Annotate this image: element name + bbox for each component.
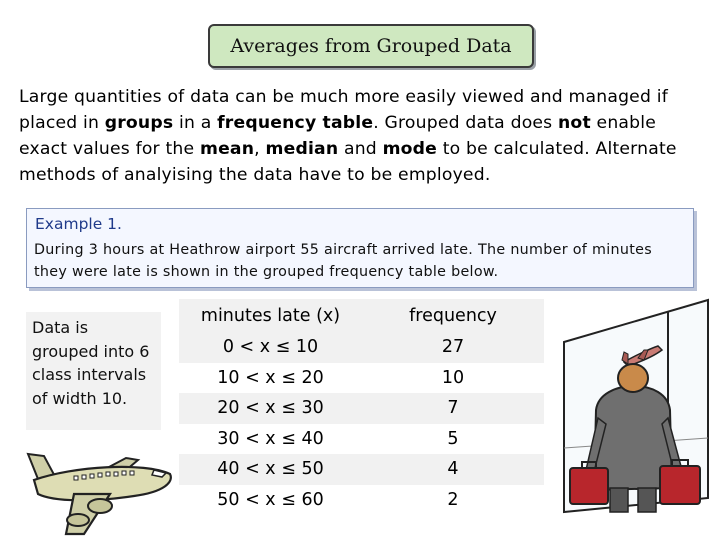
table-row: [179, 454, 544, 485]
frequency-cell: 7: [362, 393, 544, 424]
traveller-icon: [558, 298, 716, 520]
table-row: [179, 363, 544, 394]
frequency-cell: 5: [447, 428, 459, 449]
frequency-cell: 10: [441, 367, 465, 388]
interval-cell: 20 < x ≤ 30: [179, 393, 362, 424]
table-row: [179, 485, 544, 516]
example-text: During 3 hours at Heathrow airport 55 aircraft arrived late. The number of minutes they were late is shown in the grouped frequency table below.: [34, 242, 652, 280]
frequency-cell: 4: [362, 454, 544, 485]
interval-cell: 50 < x ≤ 60: [217, 489, 324, 510]
frequency-cell: 27: [362, 332, 544, 363]
frequency-cell: 2: [447, 489, 459, 510]
interval-cell: 0 < x ≤ 10: [179, 332, 362, 363]
example-heading: Example 1.: [35, 215, 122, 233]
frequency-table: [179, 299, 544, 515]
header-frequency: frequency: [362, 299, 544, 332]
side-note: Data is grouped into 6 class intervals of width 10.: [26, 312, 161, 430]
example-box: [26, 208, 694, 288]
table-row: [179, 424, 544, 455]
table-row: [179, 393, 544, 424]
page-title: Averages from Grouped Data: [208, 24, 534, 68]
interval-cell: 30 < x ≤ 40: [217, 428, 324, 449]
airplane-icon: [14, 448, 174, 540]
table-row: [179, 332, 544, 363]
interval-cell: 40 < x ≤ 50: [179, 454, 362, 485]
intro-paragraph: Large quantities of data can be much more easily viewed and managed if placed in groups in a frequency table. Grouped data does not enable exact values for the mean, median and mode to be calculated. Alternate methods of analyising the data have to be employed.: [19, 87, 677, 185]
header-minutes-late: minutes late (x): [179, 299, 362, 332]
interval-cell: 10 < x ≤ 20: [217, 367, 324, 388]
